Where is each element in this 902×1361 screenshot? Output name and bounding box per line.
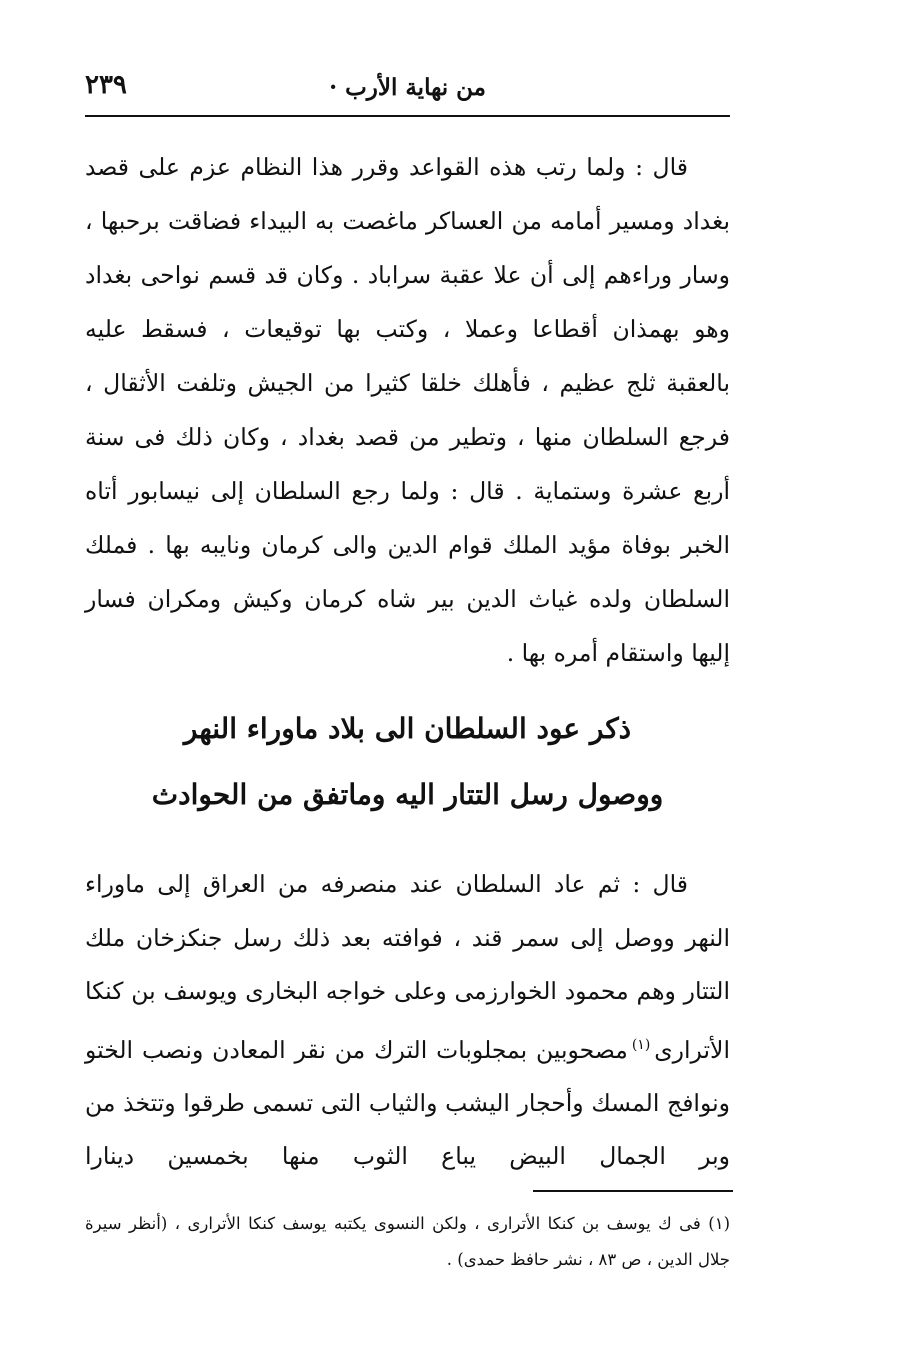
section-heading-line-1: ذكر عود السلطان الى بلاد ماوراء النهر [183, 712, 632, 745]
section-heading-line-2: ووصول رسل التتار اليه وماتفق من الحوادث [151, 778, 664, 811]
page-number: ٢٣٩ [85, 70, 127, 100]
section-1-text [85, 140, 730, 680]
running-title: من نهاية الأرب · [329, 74, 486, 101]
section-2-text [85, 858, 730, 1184]
paragraph: قال : ولما رتب هذه القواعد وقرر هذا النظام عزم على قصد بغداد ومسير أمامه من العساكر ماغصت به البيداء فضاقت برحبها ، وسار وراءهم إلى أن علا عقبة سراباد . وكان قد قسم نواحى بغداد وهو بهمذان أقطاعا وعملا ، وكتب بها توقيعات ، فسقط عليه بالعقبة ثلج عظيم ، فأهلك خلقا كثيرا من الجيش وتلفت الأثقال ، فرجع السلطان منها ، وتطير من قصد بغداد ، وكان ذلك فى سنة أربع عشرة وستماية . قال : ولما رجع السلطان إلى نيسابور أتاه الخبر بوفاة مؤيد الملك قوام الدين والى كرمان ونايبه بها . فملك السلطان ولده غياث الدين بير شاه كرمان وكيش ومكران فسار إليها واستقام أمره بها . [85, 153, 730, 667]
footnote-marker: (١) [631, 1036, 651, 1053]
footnote [85, 1206, 730, 1278]
footnote-rule [533, 1190, 733, 1192]
header-rule [85, 115, 730, 117]
paragraph-text-part-1: قال : ثم عاد السلطان عند منصرفه من العراق إلى ماوراء النهر ووصل إلى سمر قند ، فوافته بعد ذلك رسل جنكزخان ملك التتار وهم محمود الخوارزمى وعلى خواجه البخارى ويوسف بن كنكا الأترارى [85, 870, 730, 1064]
paragraph-text-part-2: مصحوبين بمجلوبات الترك من نقر المعادن ونصب الختو ونوافج المسك وأحجار اليشب والثياب التى تسمى طرقوا وتتخذ من وبر الجمال البيض يباع الثوب منها بخمسين دينارا [85, 1035, 730, 1171]
paragraph [85, 858, 730, 1184]
footnote-text: (١) فى ك يوسف بن كنكا الأترارى ، ولكن النسوى يكتبه يوسف كنكا الأترارى ، (أنظر سيرة جلال الدين ، ص ٨٣ ، نشر حافظ حمدى) . [85, 1214, 730, 1269]
page-header [85, 66, 730, 110]
